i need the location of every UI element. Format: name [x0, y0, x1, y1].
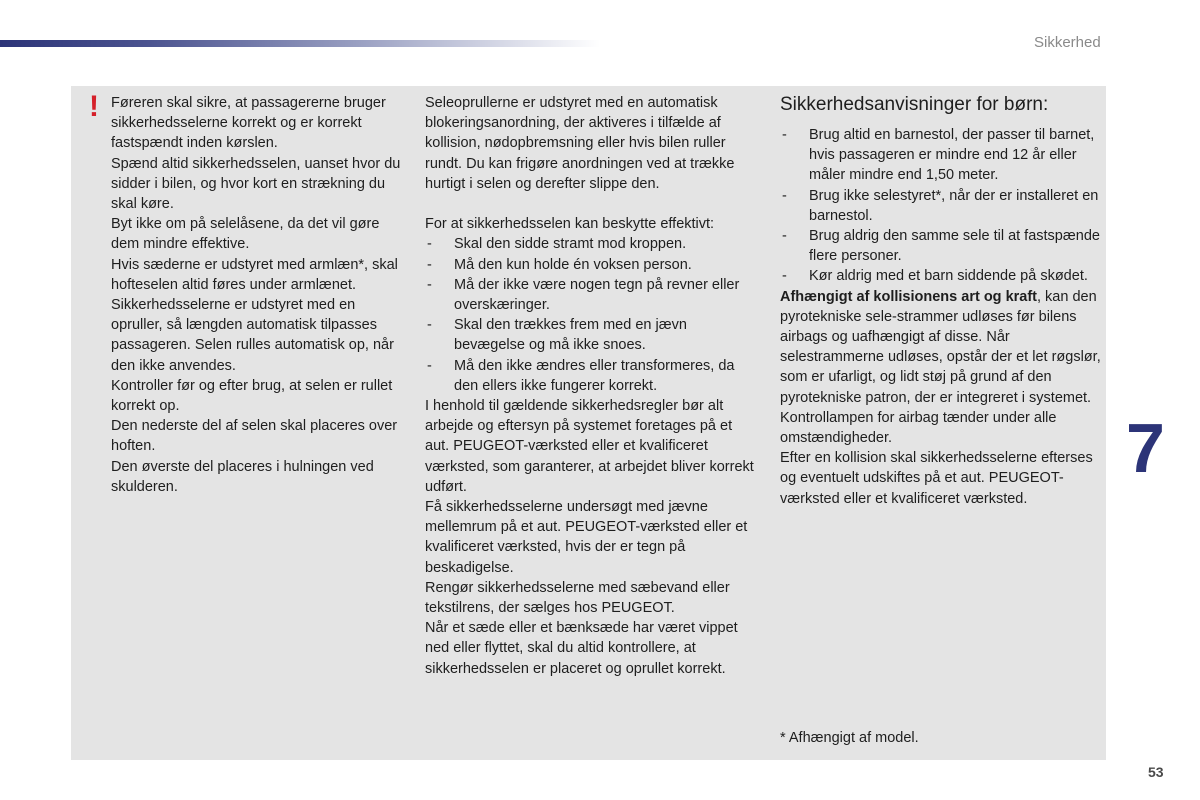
warning-icon: !: [89, 90, 99, 123]
chapter-number: 7: [1126, 409, 1165, 487]
list-item: - Brug altid en barnestol, der passer til barnet, hvis passageren er mindre end 12 år eller måler mindre end 1,50 meter.: [780, 125, 1105, 186]
paragraph: Efter en kollision skal sikkerhedsselerne efterses og eventuelt udskiftes på et aut. PEUGEOT-værksted eller et kvalificeret værksted.: [780, 450, 1093, 507]
children-safety-list: [780, 125, 1105, 287]
section-title: Sikkerhed: [1034, 34, 1101, 51]
list-item: - Skal den sidde stramt mod kroppen.: [425, 234, 755, 254]
footnote: * Afhængigt af model.: [780, 730, 919, 746]
list-item: - Må den ikke ændres eller transformeres, da den ellers ikke fungerer korrekt.: [425, 356, 755, 396]
belt-requirements-list: [425, 234, 755, 396]
list-item: - Brug aldrig den samme sele til at fastspænde flere personer.: [780, 226, 1105, 266]
pretensioner-paragraph: [780, 287, 1105, 408]
paragraph: Spænd altid sikkerhedsselen, uanset hvor du sidder i bilen, og hvor kort en strækning du skal køre.: [111, 155, 401, 213]
paragraph: Når et sæde eller et bænksæde har været vippet ned eller flyttet, skal du altid kontrollere, at sikkerhedsselen er placeret og oprullet korrekt.: [425, 620, 738, 677]
children-safety-heading: Sikkerhedsanvisninger for børn:: [780, 94, 1049, 115]
paragraph: Hvis sæderne er udstyret med armlæn*, skal hofteselen altid føres under armlænet.: [111, 256, 398, 293]
column-1: [111, 93, 401, 497]
list-item: - Kør aldrig med et barn siddende på skødet.: [780, 266, 1105, 286]
column-2: [425, 93, 755, 679]
paragraph: Føreren skal sikre, at passagererne bruger sikkerhedsselerne korrekt og er korrekt fastspændt inden kørslen.: [111, 95, 386, 152]
paragraph: Sikkerhedsselerne er udstyret med en opruller, så længden automatisk tilpasses passageren. Selen rulles automatisk op, når den ikke anvendes.: [111, 297, 394, 374]
paragraph: Kontrollampen for airbag tænder under alle omstændigheder.: [780, 409, 1057, 447]
list-intro: For at sikkerhedsselen kan beskytte effektivt:: [425, 216, 715, 233]
paragraph: Få sikkerhedsselerne undersøgt med jævne mellemrum på et aut. PEUGEOT-værksted eller et kvalificeret værksted, hvis der er tegn på beskadigelse.: [425, 499, 748, 576]
paragraph: Byt ikke om på selelåsene, da det vil gøre dem mindre effektive.: [111, 216, 380, 253]
spacer: [425, 194, 755, 214]
header-gradient-bar: [0, 40, 600, 47]
list-item: - Skal den trækkes frem med en jævn bevægelse og må ikke snoes.: [425, 315, 755, 355]
page-number: 53: [1148, 764, 1164, 780]
bold-lead: Afhængigt af kollisionens art og kraft: [780, 288, 1037, 305]
paragraph: Kontroller før og efter brug, at selen er rullet korrekt op.: [111, 377, 393, 415]
list-item: - Brug ikke selestyret*, når der er installeret en barnestol.: [780, 186, 1105, 226]
paragraph: Den nederste del af selen skal placeres over hoften.: [111, 418, 398, 455]
bold-tail: , kan den pyrotekniske sele-strammer udløses før bilens airbags og uafhængigt af disse. Når selestrammerne udløses, opstår der et let røgslør, som er ufarligt, og lidt støj på grund af den pyrotekniske patron, der er integreret i systemet.: [780, 288, 1101, 406]
list-item: - Må der ikke være nogen tegn på revner eller overskæringer.: [425, 275, 755, 315]
paragraph: I henhold til gældende sikkerhedsregler bør alt arbejde og eftersyn på systemet foretages på et aut. PEUGEOT-værksted eller et kvalificeret værksted, som garanterer, at arbejdet bliver korrekt udført.: [425, 398, 754, 495]
list-item: - Må den kun holde én voksen person.: [425, 255, 755, 275]
intro-paragraph: Seleoprullerne er udstyret med en automatisk blokeringsanordning, der aktiveres i tilfælde af kollision, nødopbremsning eller hvis bilen ruller rundt. Du kan frigøre anordningen ved at trække hurtigt i selen og derefter slippe den.: [425, 95, 735, 192]
paragraph: Den øverste del placeres i hulningen ved skulderen.: [111, 458, 374, 495]
column-3: [780, 93, 1105, 509]
paragraph: Rengør sikkerhedsselerne med sæbevand eller tekstilrens, der sælges hos PEUGEOT.: [425, 579, 730, 617]
